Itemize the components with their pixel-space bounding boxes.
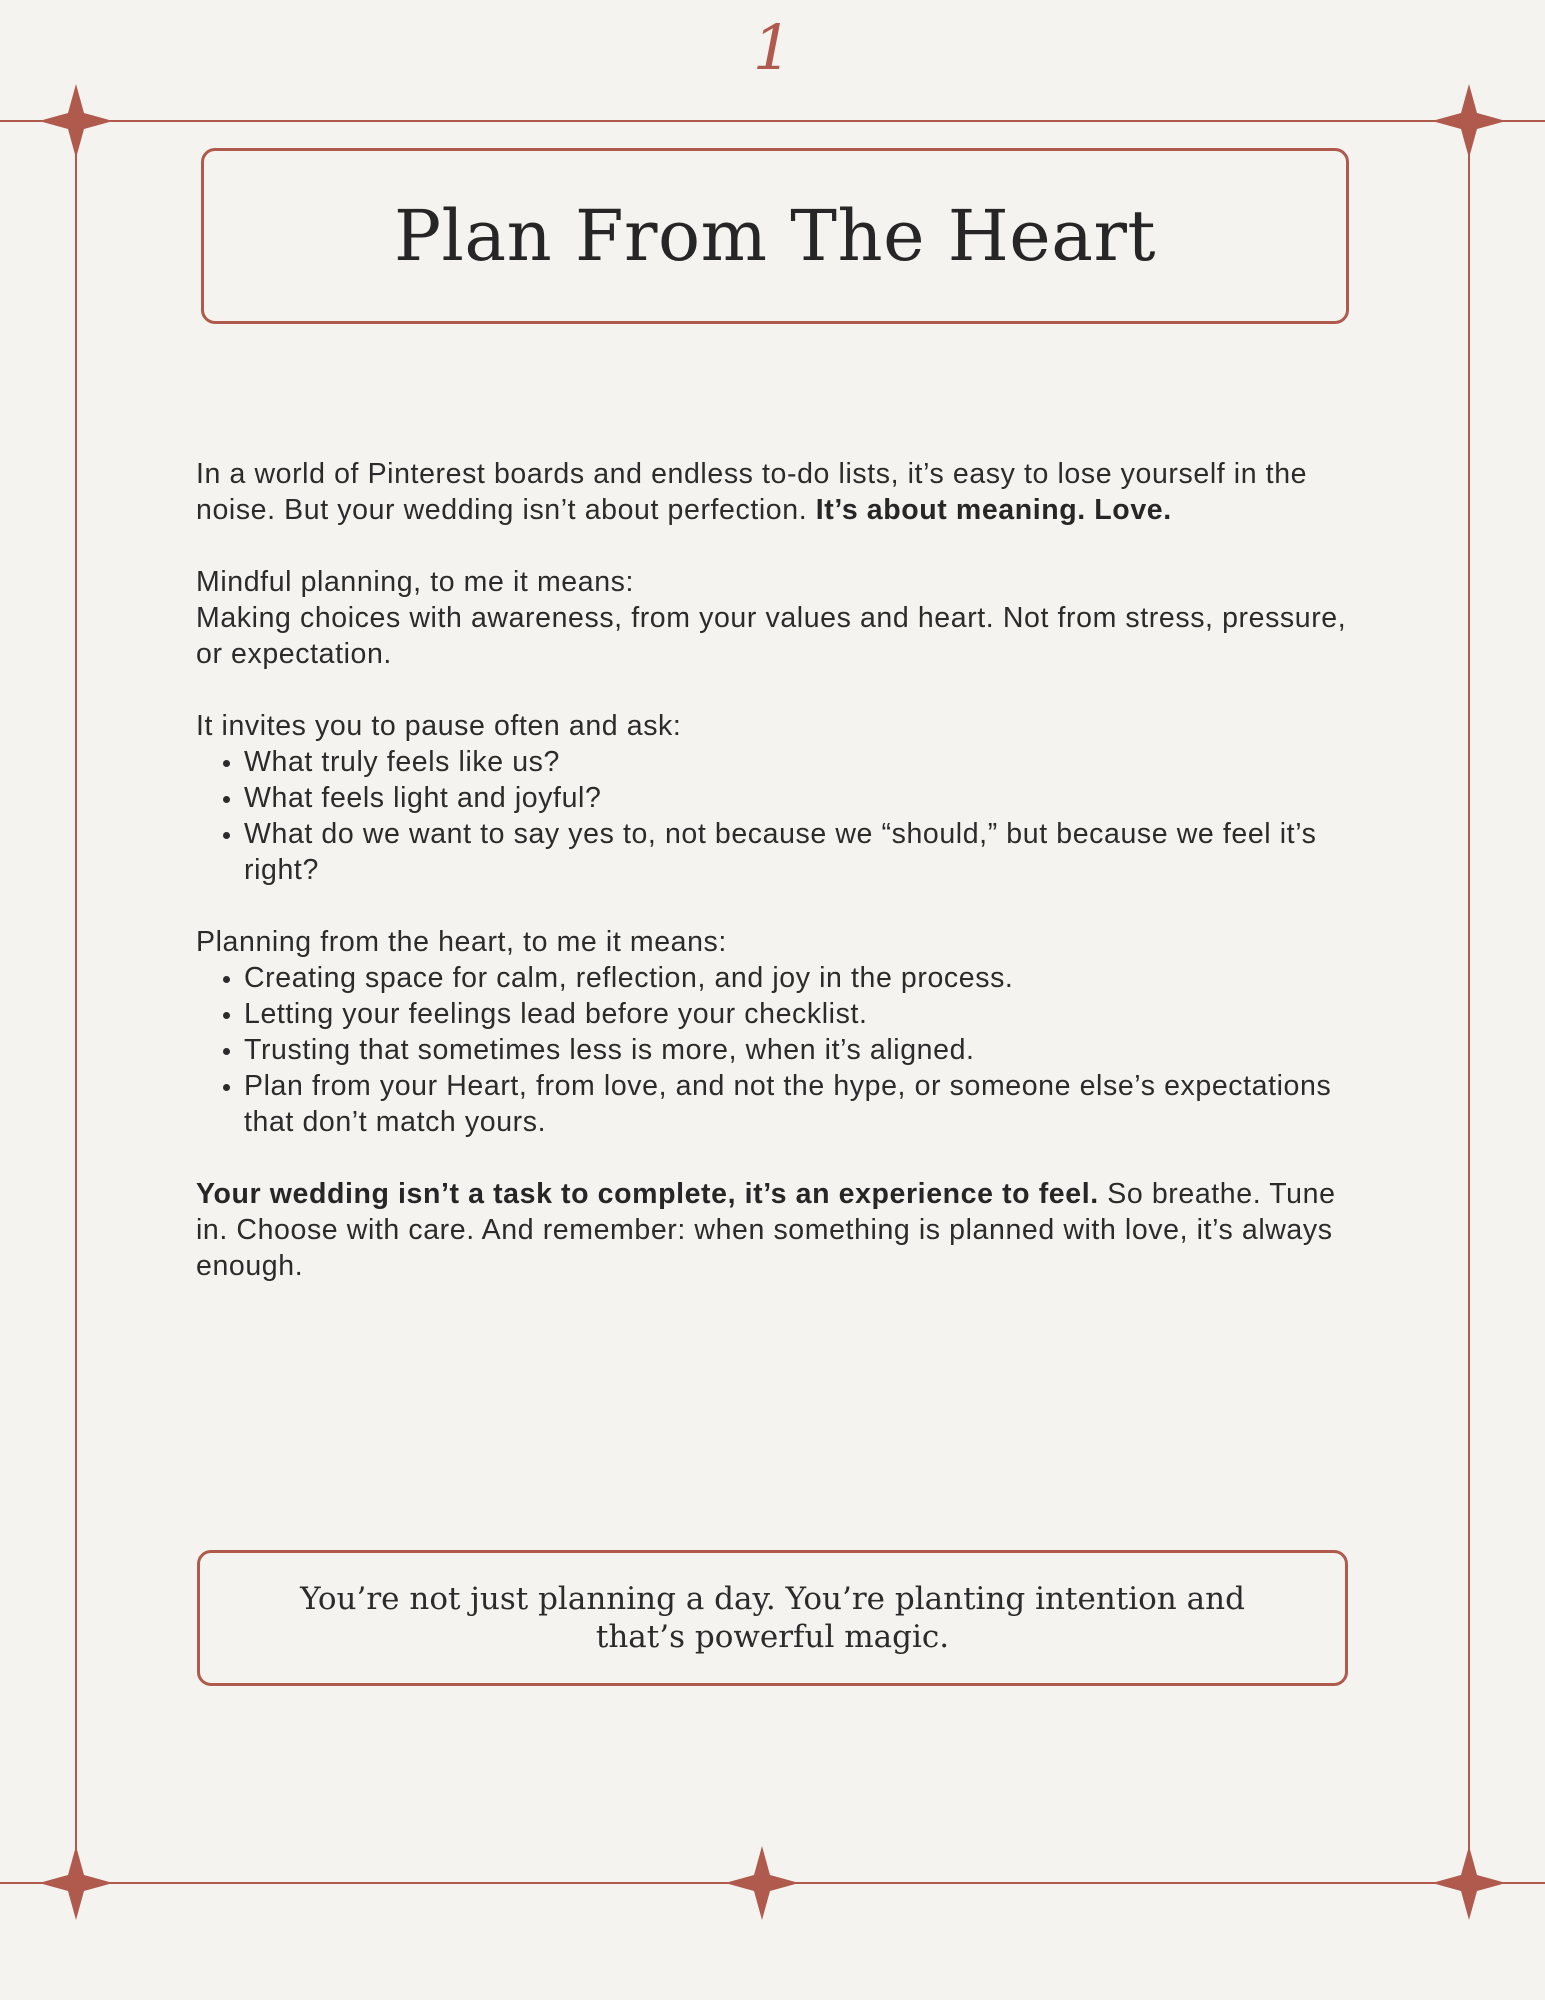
list-item: • Creating space for calm, reflection, and joy in the process. [244, 960, 1356, 996]
heart-list [196, 960, 1356, 1140]
star-icon [1432, 1846, 1506, 1920]
star-icon [39, 1846, 113, 1920]
intro-bold: It’s about meaning. Love. [815, 494, 1172, 526]
closing-text: So breathe. Tune in. Choose with care. And remember: when something is planned with love, it’s always enough. [196, 1178, 1336, 1282]
list-item: • Letting your feelings lead before your checklist. [244, 996, 1356, 1032]
quote-text: You’re not just planning a day. You’re planting intention and that’s powerful magic. [300, 1581, 1245, 1655]
list-item: • Trusting that sometimes less is more, when it’s aligned. [244, 1032, 1356, 1068]
title-box [201, 148, 1349, 324]
list-item: • Plan from your Heart, from love, and not the hype, or someone else’s expectations that don’t match yours. [244, 1068, 1356, 1140]
left-border-line [75, 120, 77, 1883]
list-item: • What do we want to say yes to, not because we “should,” but because we feel it’s right? [244, 816, 1356, 888]
star-icon [725, 1846, 799, 1920]
closing-paragraph [196, 1176, 1356, 1284]
intro-paragraph [196, 456, 1356, 528]
mindful-paragraph [196, 564, 1356, 672]
intro-text: In a world of Pinterest boards and endless to-do lists, it’s easy to lose yourself in the noise. But your wedding isn’t about perfection. [196, 458, 1308, 526]
star-icon [1432, 84, 1506, 158]
pause-list [196, 744, 1356, 888]
list-item: • What feels light and joyful? [244, 780, 1356, 816]
right-border-line [1468, 120, 1470, 1883]
heart-heading: Planning from the heart, to me it means: [196, 926, 727, 958]
closing-bold: Your wedding isn’t a task to complete, it’s an experience to feel. [196, 1178, 1099, 1210]
top-border-line [0, 120, 1545, 122]
pause-heading: It invites you to pause often and ask: [196, 710, 682, 742]
mindful-heading: Mindful planning, to me it means: [196, 566, 635, 598]
mindful-text: Making choices with awareness, from your values and heart. Not from stress, pressure, or expectation. [196, 602, 1347, 670]
page-title: Plan From The Heart [393, 195, 1157, 277]
list-item: • What truly feels like us? [244, 744, 1356, 780]
quote-box [197, 1550, 1348, 1686]
star-icon [39, 84, 113, 158]
page-number: 1 [752, 11, 793, 84]
body-content [196, 456, 1356, 1320]
